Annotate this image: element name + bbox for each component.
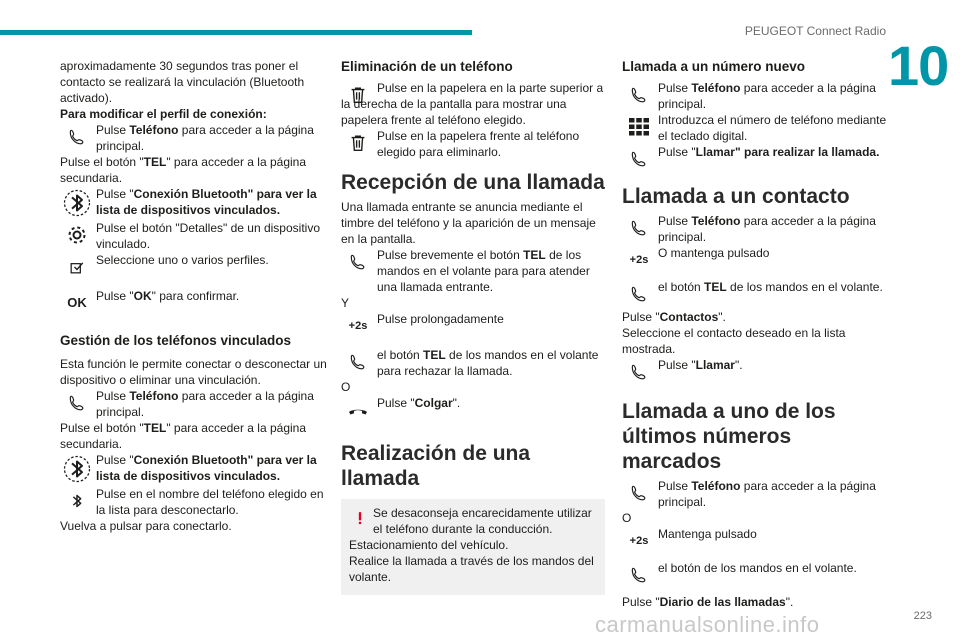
receive-intro: Una llamada entrante se anuncia mediante el timbre del teléfono y la aparición de un mensaje en la pantalla. <box>341 200 596 246</box>
contact-step-long: +2s O mantenga pulsado <box>622 245 888 275</box>
phone-icon <box>622 80 656 110</box>
trash-icon <box>341 128 375 158</box>
delete-title: Eliminación de un teléfono <box>341 59 513 74</box>
step-ok: OK Pulse "OK" para confirmar. <box>60 288 328 318</box>
receive-step-reject: el botón TEL de los mandos en el volante para rechazar la llamada. <box>341 347 605 379</box>
manage-step-bluetooth: Pulse "Conexión Bluetooth" para ver la lista de dispositivos vinculados. <box>60 452 328 486</box>
chapter-number: 10 <box>888 34 949 97</box>
phone-icon <box>622 478 656 508</box>
warning-box: Se desaconseja encarecidamente utilizar el teléfono durante la conducción. Estacionamiento del vehículo. Realice la llamada a través de los mandos del volante. <box>341 499 605 595</box>
warning-line-2: Estacionamiento del vehículo. <box>349 538 509 552</box>
manage-title: Gestión de los teléfonos vinculados <box>60 333 292 348</box>
watermark: carmanualsonline.info <box>595 612 820 637</box>
tel-step: Pulse el botón "TEL" para acceder a la página secundaria. <box>60 155 307 185</box>
receive-step-long: +2s Pulse prolongadamente <box>341 311 605 341</box>
step-phone-main: Pulse Teléfono para acceder a la página principal. <box>60 122 328 154</box>
gear-icon <box>60 220 94 250</box>
bluetooth-icon <box>60 452 94 486</box>
checkbox-icon <box>60 252 94 282</box>
contact-select: Seleccione el contacto deseado en la lista mostrada. <box>622 326 846 356</box>
phone-icon <box>622 560 656 590</box>
phone-icon <box>622 279 656 309</box>
contact-step-tel: el botón TEL de los mandos en el volante. <box>622 279 888 309</box>
phone-icon <box>622 357 656 387</box>
bluetooth-icon <box>60 186 94 220</box>
phone-icon <box>60 388 94 418</box>
last-history: Pulse "Diario de las llamadas". <box>622 595 794 609</box>
new-step-3: Pulse "Llamar" para realizar la llamada. <box>622 144 888 174</box>
phone-icon <box>341 347 375 377</box>
phone-icon <box>622 144 656 174</box>
header-accent-bar <box>0 30 472 35</box>
page-number: 223 <box>913 610 932 622</box>
header-title: PEUGEOT Connect Radio <box>744 24 886 38</box>
bluetooth-small-icon <box>60 486 94 516</box>
intro-paragraph: aproximadamente 30 segundos tras poner el contacto se realizará la vinculación (Bluetooth activado). <box>60 59 305 105</box>
new-step-1: Pulse Teléfono para acceder a la página principal. <box>622 80 888 112</box>
make-call-title: Realización de una llamada <box>341 442 531 490</box>
manage-reconnect: Vuelva a pulsar para conectarlo. <box>60 519 232 533</box>
step-profiles: Seleccione uno o varios perfiles. <box>60 252 328 282</box>
modify-profile-title: Para modificar el perfil de conexión: <box>60 107 267 121</box>
column-left <box>60 58 328 534</box>
last-numbers-title: Llamada a uno de los últimos números marcados <box>622 400 836 473</box>
long-press-icon: +2s <box>629 254 649 266</box>
receive-step-hangup: Pulse "Colgar". <box>341 395 605 425</box>
step-details: Pulse el botón "Detalles" de un dispositivo vinculado. <box>60 220 328 252</box>
last-o: O <box>622 511 632 525</box>
receive-step-1: Pulse brevemente el botón TEL de los mandos en el volante para para atender una llamada entrante. <box>341 247 605 295</box>
column-right <box>622 58 888 610</box>
manage-tel-step: Pulse el botón "TEL" para acceder a la página secundaria. <box>60 421 307 451</box>
manage-intro: Esta función le permite conectar o desconectar un dispositivo o eliminar una vinculación. <box>60 357 327 387</box>
warning-line-3: Realice la llamada a través de los mandos del volante. <box>349 554 594 584</box>
receive-title: Recepción de una llamada <box>341 171 605 194</box>
ok-icon: OK <box>67 295 87 310</box>
phone-icon <box>622 213 656 243</box>
contact-contacts: Pulse "Contactos". <box>622 310 726 324</box>
warning-icon <box>349 505 371 531</box>
contact-step-call: Pulse "Llamar". <box>622 357 888 387</box>
receive-o: O <box>341 380 351 394</box>
contact-title: Llamada a un contacto <box>622 185 850 208</box>
phone-icon <box>60 122 94 152</box>
last-step-button: el botón de los mandos en el volante. <box>622 560 888 590</box>
hang-up-icon <box>341 395 375 425</box>
new-step-2: Introduzca el número de teléfono mediante el teclado digital. <box>622 112 888 144</box>
last-step-1: Pulse Teléfono para acceder a la página principal. <box>622 478 888 510</box>
manage-step-disconnect: Pulse en el nombre del teléfono elegido en la lista para desconectarlo. <box>60 486 328 518</box>
keypad-icon <box>622 112 656 142</box>
delete-step-2: Pulse en la papelera frente al teléfono elegido para eliminarlo. <box>341 128 605 160</box>
long-press-icon: +2s <box>629 535 649 547</box>
new-number-title: Llamada a un número nuevo <box>622 59 806 74</box>
phone-icon <box>341 247 375 277</box>
column-middle <box>341 58 605 595</box>
delete-step-1: Pulse en la papelera en la parte superior a la derecha de la pantalla para mostrar una papelera frente al teléfono elegido. <box>341 81 604 127</box>
long-press-icon: +2s <box>348 320 368 332</box>
manage-step-phone: Pulse Teléfono para acceder a la página principal. <box>60 388 328 420</box>
contact-step-1: Pulse Teléfono para acceder a la página principal. <box>622 213 888 245</box>
last-step-long: +2s Mantenga pulsado <box>622 526 888 556</box>
receive-y: Y <box>341 296 350 310</box>
step-bluetooth: Pulse "Conexión Bluetooth" para ver la lista de dispositivos vinculados. <box>60 186 328 220</box>
